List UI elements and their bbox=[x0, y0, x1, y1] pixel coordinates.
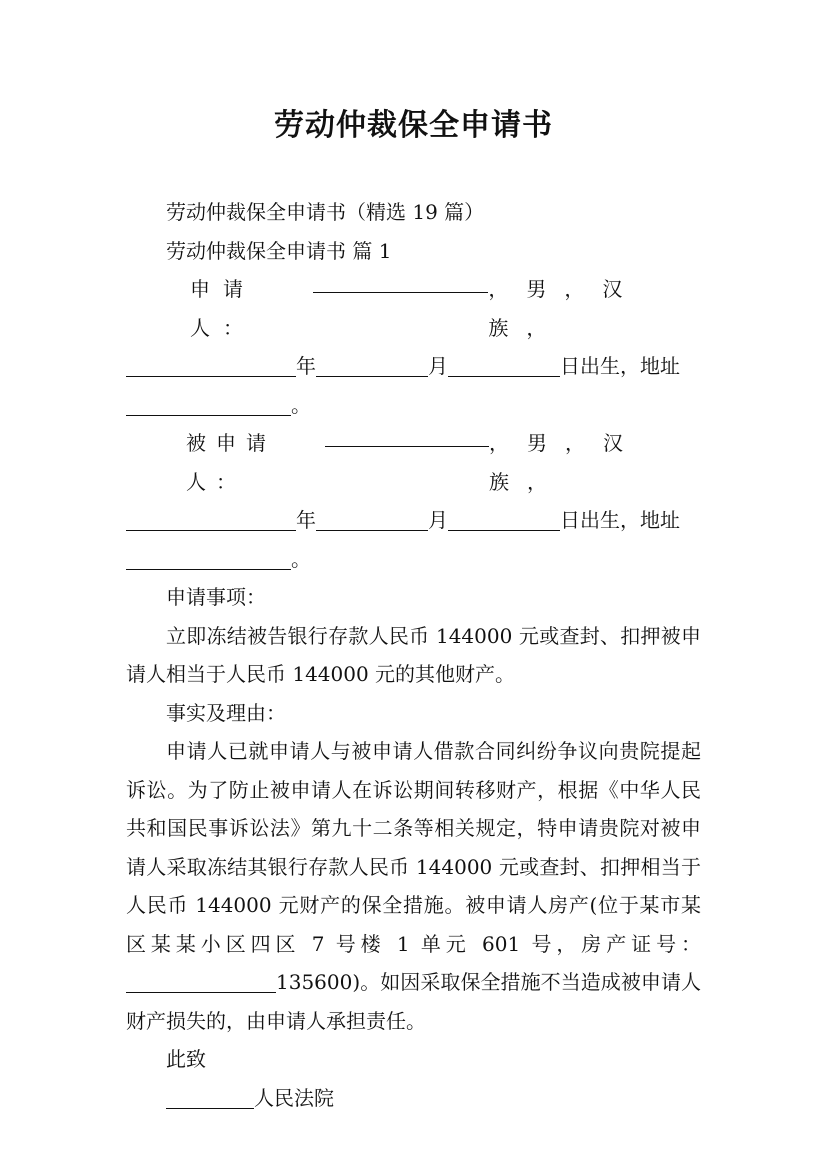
applicant-line-2 bbox=[126, 347, 701, 386]
respondent-address-blank bbox=[126, 547, 291, 570]
applicant-month-blank bbox=[316, 354, 428, 377]
reasons-part-2: 135600)。如因采取保全措施不当造成被申请人财产损失的，由申请人承担责任。 bbox=[126, 970, 701, 1033]
respondent-gender-ethnicity: ，男，汉族， bbox=[489, 431, 642, 494]
applicant-end: 。 bbox=[291, 392, 311, 417]
subtitle: 劳动仲裁保全申请书（精选 19 篇） bbox=[166, 200, 485, 224]
respondent-birth-address-label: 日出生，地址 bbox=[560, 508, 680, 532]
respondent-label: 被申请人： bbox=[186, 431, 276, 494]
applicant-line-3 bbox=[126, 386, 701, 425]
property-cert-blank bbox=[126, 970, 276, 993]
respondent-month-blank bbox=[316, 508, 428, 531]
respondent-line-3 bbox=[126, 540, 701, 579]
applicant-label: 申请人： bbox=[190, 277, 256, 340]
applicant-name-blank bbox=[313, 270, 488, 293]
applicant-line-1 bbox=[126, 270, 701, 347]
respondent-day-blank bbox=[448, 508, 560, 531]
applicant-day-blank bbox=[448, 354, 560, 377]
document-body bbox=[126, 193, 701, 1117]
respondent-line-2 bbox=[126, 501, 701, 540]
reasons-part-1: 申请人已就申请人与被申请人借款合同纠纷争议向贵院提起诉讼。为了防止被申请人在诉讼期间转移财产，根据《中华人民共和国民事诉讼法》第九十二条等相关规定，特申请贵院对被申请人采取冻结其银行存款人民币 144000 元或查封、扣押相当于人民币 144000 元财产的保全措施。被申请人房产(位于某市某区某某小区四区 7 号楼 1 单元 601 号，房产证号： bbox=[126, 739, 701, 956]
court-label: 人民法院 bbox=[254, 1085, 334, 1110]
reasons-text bbox=[126, 732, 701, 1040]
court-name-blank bbox=[166, 1086, 254, 1109]
respondent-name-blank bbox=[325, 424, 489, 447]
court-line bbox=[126, 1079, 701, 1118]
matters-text: 立即冻结被告银行存款人民币 144000 元或查封、扣押被申请人相当于人民币 144000 元的其他财产。 bbox=[126, 623, 701, 686]
applicant-month-label: 月 bbox=[428, 354, 448, 378]
respondent-year-label: 年 bbox=[296, 508, 316, 532]
respondent-month-label: 月 bbox=[428, 508, 448, 532]
respondent-year-blank bbox=[126, 508, 296, 531]
applicant-address-blank bbox=[126, 393, 291, 416]
respondent-end: 。 bbox=[291, 546, 311, 571]
applicant-year-label: 年 bbox=[296, 354, 316, 378]
document-title: 劳动仲裁保全申请书 bbox=[274, 108, 553, 143]
applicant-year-blank bbox=[126, 354, 296, 377]
matters-heading: 申请事项： bbox=[166, 585, 266, 609]
applicant-gender-ethnicity: ，男，汉族， bbox=[488, 277, 641, 340]
applicant-birth-address-label: 日出生，地址 bbox=[560, 354, 680, 378]
closing: 此致 bbox=[166, 1047, 206, 1071]
chapter-heading: 劳动仲裁保全申请书 篇 1 bbox=[166, 238, 392, 263]
reasons-heading: 事实及理由： bbox=[166, 700, 286, 725]
respondent-line-1 bbox=[126, 424, 701, 501]
